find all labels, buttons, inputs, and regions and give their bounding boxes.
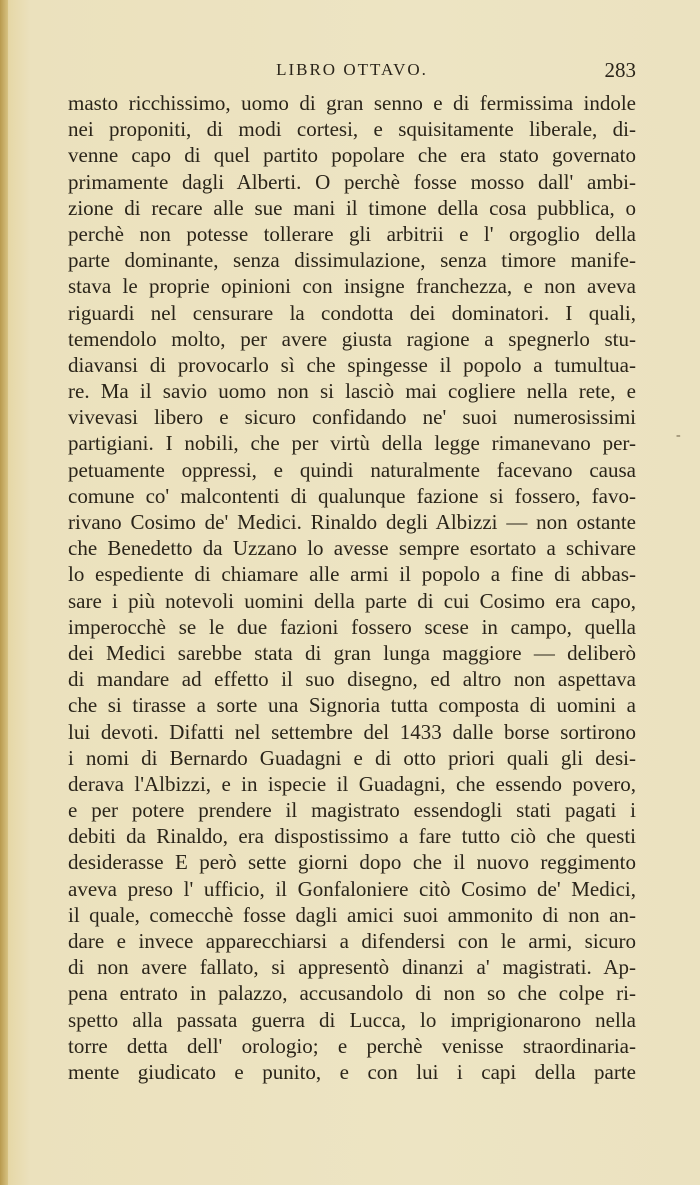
text-line: venne capo di quel partito popolare che era stato governato [68, 143, 636, 168]
text-line: che Benedetto da Uzzano lo avesse sempre esortato a schivare [68, 536, 636, 561]
text-line: re. Ma il savio uomo non si lasciò mai cogliere nella rete, e [68, 379, 636, 404]
text-line: perchè non potesse tollerare gli arbitrii e l' orgoglio della [68, 221, 636, 246]
text-line: torre detta dell' orologio; e perchè venisse straordinaria- [68, 1033, 636, 1058]
text-line: rivano Cosimo de' Medici. Rinaldo degli Albizzi — non ostante [68, 510, 636, 534]
text-line: di mandare ad effetto il suo disegno, ed altro non aspettava [68, 667, 636, 692]
text-line: temendolo molto, per avere giusta ragione a spegnerlo stu- [68, 326, 636, 351]
text-line: debiti da Rinaldo, era dispostissimo a fare tutto ciò che questi [68, 824, 636, 849]
text-line: di non avere fallato, si appresentò dinanzi a' magistrati. Ap- [68, 955, 636, 980]
text-line: zione di recare alle sue mani il timone della cosa pubblica, o [68, 195, 636, 220]
text-line: i nomi di Bernardo Guadagni e di otto priori quali gli desi- [68, 745, 636, 770]
running-title: LIBRO OTTAVO. [276, 60, 428, 79]
text-line: lo espediente di chiamare alle armi il popolo a fine di abbas- [68, 562, 636, 587]
text-line: pena entrato in palazzo, accusandolo di non so che colpe ri- [68, 981, 636, 1006]
text-line: che si tirasse a sorte una Signoria tutta composta di uomini a [68, 693, 636, 718]
text-line: nei proponiti, di modi cortesi, e squisitamente liberale, di- [68, 117, 636, 142]
text-line: riguardi nel censurare la condotta dei dominatori. I quali, [68, 300, 636, 325]
text-line: dei Medici sarebbe stata di gran lunga maggiore — deliberò [68, 640, 636, 665]
text-line: il quale, comecchè fosse dagli amici suoi ammonito di non an- [68, 902, 636, 927]
text-line: derava l'Albizzi, e in ispecie il Guadagni, che essendo povero, [68, 771, 636, 796]
text-line: primamente dagli Alberti. O perchè fosse mosso dall' ambi- [68, 169, 636, 194]
margin-mark: - [676, 428, 681, 443]
text-line: e per potere prendere il magistrato essendogli stati pagati i [68, 798, 636, 823]
text-line: vivevasi libero e sicuro confidando ne' suoi numerosissimi [68, 405, 636, 430]
body-text [68, 90, 636, 1085]
text-line: lui devoti. Difatti nel settembre del 1433 dalle borse sortirono [68, 719, 636, 744]
page-number: 283 [604, 58, 636, 82]
text-line: desiderasse E però sette giorni dopo che il nuovo reggimento [68, 850, 636, 875]
text-line: dare e invece apparecchiarsi a difendersi con le armi, sicuro [68, 929, 636, 953]
page-header [68, 58, 636, 84]
text-line: stava le proprie opinioni con insigne franchezza, e non aveva [68, 274, 636, 299]
page-spine-shadow [0, 0, 8, 1185]
text-line: petuamente oppressi, e quindi naturalmente facevano causa [68, 457, 636, 482]
text-line: spetto alla passata guerra di Lucca, lo imprigionarono nella [68, 1007, 636, 1032]
text-line: imperocchè se le due fazioni fossero scese in campo, quella [68, 614, 636, 639]
text-line: parte dominante, senza dissimulazione, senza timore manife- [68, 248, 636, 273]
text-line: sare i più notevoli uomini della parte di cui Cosimo era capo, [68, 588, 636, 613]
text-line: diavansi di provocarlo sì che spingesse il popolo a tumultua- [68, 352, 636, 377]
text-line: comune co' malcontenti di qualunque fazione si fossero, favo- [68, 483, 636, 508]
text-line: partigiani. I nobili, che per virtù della legge rimanevano per- [68, 431, 636, 456]
text-line: masto ricchissimo, uomo di gran senno e di fermissima indole [68, 91, 636, 115]
text-line: aveva preso l' ufficio, il Gonfaloniere citò Cosimo de' Medici, [68, 876, 636, 901]
text-line: mente giudicato e punito, e con lui i capi della parte [68, 1059, 636, 1084]
